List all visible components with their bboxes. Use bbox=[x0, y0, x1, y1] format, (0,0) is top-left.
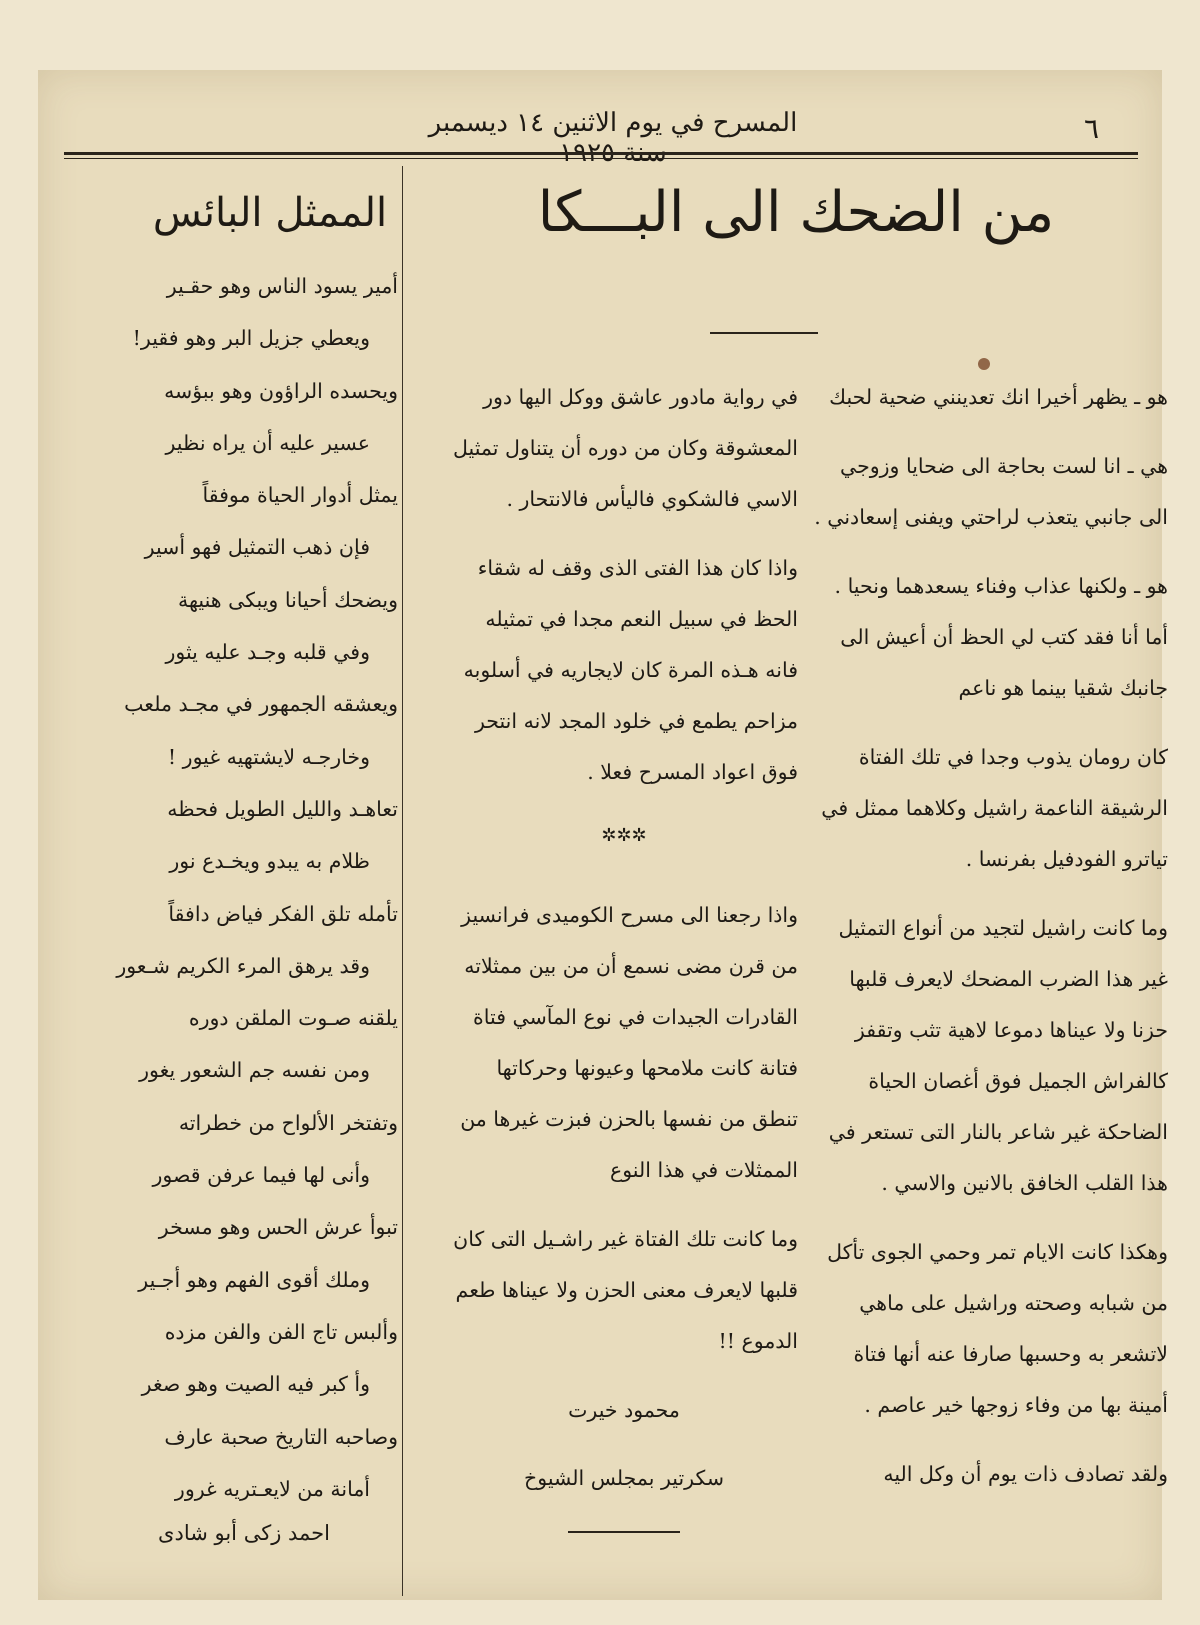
page-header-title: المسرح في يوم الاثنين ١٤ ديسمبر سنة ١٩٢٥ bbox=[428, 108, 798, 168]
poem-verse: ويضحك أحيانا ويبكى هنيهة bbox=[177, 587, 398, 612]
end-rule bbox=[568, 1531, 680, 1533]
ink-stain bbox=[978, 358, 990, 370]
newspaper-page bbox=[38, 70, 1168, 1600]
article-title: من الضحك الى البـــكا bbox=[537, 180, 1055, 245]
poem-verse: ويعطي جزيل البر وهو فقير! bbox=[132, 326, 370, 351]
poem-verse: ومن نفسه جم الشعور يغور bbox=[139, 1058, 370, 1083]
poem-title: الممثل البائس bbox=[152, 190, 388, 236]
poem-verse: وأ كبر فيه الصيت وهو صغر bbox=[141, 1372, 370, 1397]
paragraph: في رواية مادور عاشق ووكل اليها دور المعشوقة وكان من دوره أن يتناول تمثيل الاسي فالشكوي فاليأس فالانتحار . bbox=[453, 385, 798, 511]
poem-verse: أمانة من لايعـتريه غرور bbox=[174, 1476, 370, 1501]
poem-verse: ظلام به يبدو ويخـدع نور bbox=[169, 849, 370, 874]
page-number: ٦ bbox=[1084, 112, 1100, 145]
paragraph: هو ـ ولكنها عذاب وفناء يسعدهما ونحيا . أما أنا فقد كتب لي الحظ أن أعيش الى جانبك شقيا بينما هو ناعم bbox=[834, 574, 1168, 700]
poem-verse: عسير عليه أن يراه نظير bbox=[165, 430, 370, 455]
paragraph: هو ـ يظهر أخيرا انك تعدينني ضحية لحبك bbox=[829, 385, 1168, 409]
paragraph: واذا رجعنا الى مسرح الكوميدى فرانسيز من قرن مضى نسمع أن من بين ممثلاته القادرات الجيدات في نوع المآسي فتاة فتانة كانت ملامحها وعيونها وحركاتها تنطق من نفسها بالحزن فبزت غيرها من الممثلات في هذا النوع bbox=[460, 903, 798, 1182]
poem-verse: وقد يرهق المرء الكريم شـعور bbox=[116, 953, 370, 978]
poem-verse: تأمله تلق الفكر فياض دافقاً bbox=[168, 901, 398, 926]
poem-verse: فإن ذهب التمثيل فهو أسير bbox=[144, 535, 370, 560]
poem-author: احمد زكى أبو شادى bbox=[158, 1521, 330, 1546]
poem-verse: ويحسده الراؤون وهو ببؤسه bbox=[164, 378, 398, 403]
paragraph: ولقد تصادف ذات يوم أن وكل اليه bbox=[883, 1462, 1168, 1486]
paragraph: هي ـ انا لست بحاجة الى ضحايا وزوجي الى جانبي يتعذب لراحتي ويفنى إسعادني . bbox=[814, 454, 1168, 529]
poem-verse: وتفتخر الألواح من خطراته bbox=[178, 1110, 398, 1135]
poem-verse: وصاحبه التاريخ صحبة عارف bbox=[164, 1424, 398, 1449]
poem-verse: أمير يسود الناس وهو حقـير bbox=[166, 274, 398, 298]
article-column-right bbox=[810, 372, 1168, 1518]
paragraph: واذا كان هذا الفتى الذى وقف له شقاء الحظ في سبيل النعم مجدا في تمثيله فانه هـذه المرة كان لايجاريه في أسلوبه مزاحم يطمع في خلود المجد لانه انتحر فوق اعواد المسرح فعلا . bbox=[463, 556, 798, 784]
signature-name: محمود خيرت bbox=[568, 1398, 680, 1422]
poem-column bbox=[98, 260, 398, 1545]
header-rule bbox=[64, 152, 1138, 155]
poem-verse: ويعشقه الجمهور في مجـد ملعب bbox=[124, 692, 398, 717]
poem-verse: وفي قلبه وجـد عليه يثور bbox=[165, 640, 370, 665]
poem-verse: يمثل أدوار الحياة موفقاً bbox=[202, 483, 398, 508]
paragraph: وما كانت راشيل لتجيد من أنواع التمثيل غير هذا الضرب المضحك لايعرف قلبها حزنا ولا عيناها دموعا لاهية تثب وتقفز كالفراش الجميل فوق أغصان الحياة الضاحكة غير شاعر بالنار التى تستعر في هذا القلب الخافق بالانين والاسي . bbox=[828, 916, 1168, 1195]
poem-verse: وألبس تاج الفن والفن مزده bbox=[164, 1319, 398, 1344]
title-rule bbox=[710, 332, 818, 334]
header-rule-thin bbox=[64, 158, 1138, 159]
poem-verse: وأنى لها فيما عرفن قصور bbox=[152, 1163, 370, 1188]
poem-verse: تبوأ عرش الحس وهو مسخر bbox=[158, 1215, 398, 1240]
poem-verse: وخارجـه لايشتهيه غيور ! bbox=[167, 744, 370, 769]
section-separator: ✲✲✲ bbox=[601, 825, 647, 846]
article-column-middle bbox=[450, 372, 798, 1533]
paragraph: وهكذا كانت الايام تمر وحمي الجوى تأكل من شبابه وصحته وراشيل على ماهي لاتشعر به وحسبها صارفا عنه أنها فتاة أمينة بها من وفاء زوجها خير عاصم . bbox=[827, 1240, 1168, 1417]
signature-title: سكرتير بمجلس الشيوخ bbox=[524, 1466, 724, 1490]
paragraph: وما كانت تلك الفتاة غير راشـيل التى كان قلبها لايعرف معنى الحزن ولا عيناها طعم الدموع !! bbox=[453, 1227, 798, 1353]
poem-verse: وملك أقوى الفهم وهو أجـير bbox=[138, 1267, 370, 1292]
paragraph: كان رومان يذوب وجدا في تلك الفتاة الرشيقة الناعمة راشيل وكلاهما ممثل في تياترو الفودفيل بفرنسا . bbox=[821, 745, 1168, 871]
column-divider bbox=[402, 166, 403, 1596]
poem-verse: يلقنه صـوت الملقن دوره bbox=[188, 1006, 398, 1031]
poem-verse: تعاهـد والليل الطويل فحظه bbox=[167, 796, 398, 821]
